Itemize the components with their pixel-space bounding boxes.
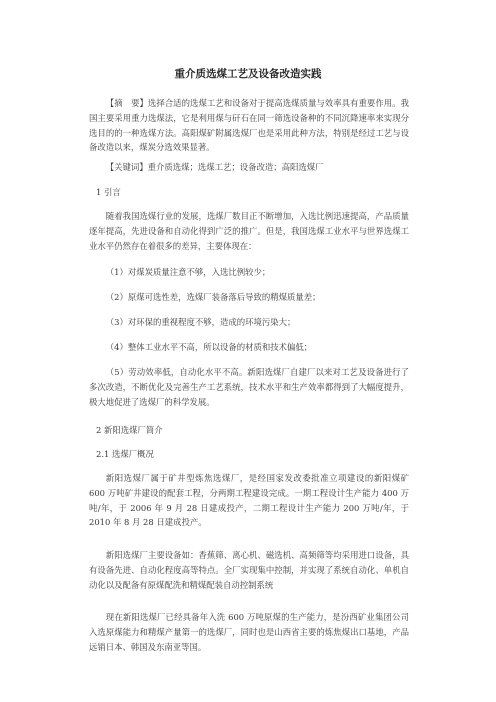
section-1-paragraph: 随着我国选煤行业的发展，选煤厂数目正不断增加，入选比例迅速提高，产品质量逐年提高，先进设备和自动化得到广泛的推广。但是，我国选煤工业水平与世界选煤工业水平仍然存在着很多的差异，主要体现在： <box>89 211 409 251</box>
section-2-1-paragraph-1: 新阳选煤厂属于矿井型炼焦选煤厂，是经国家发改委批准立项建设的新阳煤矿 600 万吨矿井建设的配套工程，分两期工程建设完成。一期工程设计生产能力 400 万吨/年，于 2006 年 9 月 28 日建成投产，二期工程设计生产能力 200 万吨/年，于 2010 年 8 月 28 日建成投产。 <box>89 473 409 528</box>
abstract-paragraph: 【摘 要】选择合适的选煤工艺和设备对于提高选煤质量与效率具有重要作用。我国主要采用重力选煤法，它是利用煤与矸石在同一筛选设备种的不同沉降速率来实现分选目的的一种选煤方法。高阳煤矿附属选煤厂也是采用此种方法，特别是经过工艺与设备改造以来，煤炭分选效果显著。 <box>89 98 409 153</box>
keywords-paragraph: 【关键词】重介质选煤；选煤工艺；设备改造；高阳选煤厂 <box>105 162 324 172</box>
list-item-2: （2）原煤可选性差，选煤厂装备落后导致的精煤质量差； <box>105 292 321 302</box>
section-2-1-heading: 2.1 选煤厂概况 <box>96 449 154 459</box>
section-2-1-paragraph-2: 新阳选煤厂主要设备如：香蕉筛、离心机、磁选机、高频筛等均采用进口设备，具有设备先进、自动化程度高等特点。全厂实现集中控制，并实现了系统自动化、单机自动化以及配备有原煤配洗和精煤配装自动控制系统 <box>89 550 409 590</box>
list-item-5: （5）劳动效率低，自动化水平不高。新阳选煤厂自建厂以来对工艺及设备进行了多次改造，不断优化及完善生产工艺系统，技术水平和生产效率都得到了大幅度提升，极大地促进了选煤厂的科学发展。 <box>89 367 409 407</box>
document-title: 重介质选煤工艺及设备改造实践 <box>174 68 322 80</box>
section-2-1-paragraph-3: 现在新阳选煤厂已经具备年入洗 600 万吨原煤的生产能力，是汾西矿业集团公司入选原煤能力和精煤产量第一的选煤厂，同时也是山西省主要的炼焦煤出口基地，产品远销日本、韩国及东南亚等国。 <box>89 612 409 652</box>
section-2-heading: 2 新阳选煤厂简介 <box>96 425 163 435</box>
list-item-1: （1）对煤炭质量注意不够，入选比例较少； <box>105 267 271 277</box>
list-item-3: （3）对环保的重视程度不够，造成的环境污染大； <box>105 317 296 327</box>
section-1-heading: 1 引言 <box>96 187 121 197</box>
list-item-4: （4）整体工业水平不高，所以设备的材质和技术偏低； <box>105 342 313 352</box>
